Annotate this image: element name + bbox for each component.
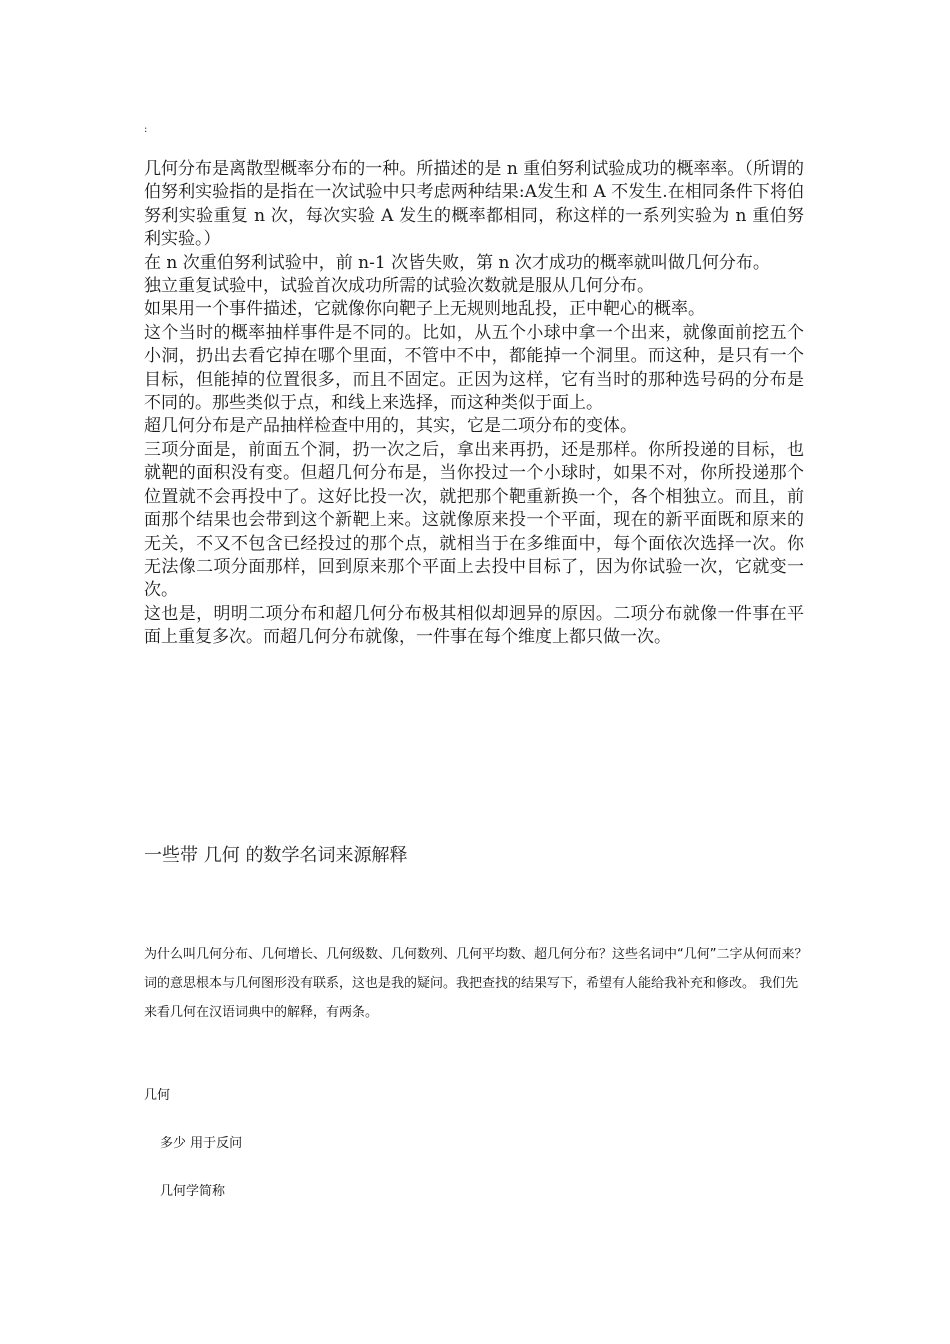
paragraph-hypergeometric: 超几何分布是产品抽样检查中用的，其实，它是二项分布的变体。 <box>144 416 637 437</box>
paragraph-definition: 几何分布是离散型概率分布的一种。所描述的是 n 重伯努利试验成功的概率率。（所谓的伯努利实验指的是指在一次试验中只考虑两种结果:A发生和 A 不发生.在相同条件下将伯努利实验重复 n 次，每次实验 A 发生的概率都相同，称这样的一系列实验为 n 重伯努利实验。） <box>144 159 804 250</box>
section-heading: 一些带 几何 的数学名词来源解释 <box>144 845 408 866</box>
dictionary-term: 几何 <box>144 1088 171 1103</box>
paragraph-target-analogy: 如果用一个事件描述，它就像你向靶子上无规则地乱投，正中靶心的概率。 <box>144 299 705 320</box>
intro-text: 为什么叫几何分布、几何增长、几何级数、几何数列、几何平均数、超几何分布？这些名词中“几何”二字从何而来？词的意思根本与几何图形没有联系，这也是我的疑问。我把查找的结果写下，希望有人能给我补充和修改。 我们先来看几何在汉语词典中的解释，有两条。 <box>144 947 808 1020</box>
article-body <box>144 158 804 650</box>
paragraph-conclusion: 这也是，明明二项分布和超几何分布极其相似却迥异的原因。二项分布就像一件事在平面上重复多次。而超几何分布就像，一件事在每个维度上都只做一次。 <box>144 603 804 648</box>
stray-mark: : <box>144 124 148 135</box>
paragraph-sampling-comparison: 这个当时的概率抽样事件是不同的。比如，从五个小球中拿一个出来，就像面前挖五个小洞，扔出去看它掉在哪个里面，不管中不中，都能掉一个洞里。而这种，是只有一个目标，但能掉的位置很多，而且不固定。正因为这样，它有当时的那种选号码的分布是不同的。那些类似于点，和线上来选择，而这种类似于面上。 <box>144 322 804 414</box>
paragraph-geometric-definition: 在 n 次重伯努利试验中，前 n-1 次皆失败，第 n 次才成功的概率就叫做几何分布。 <box>144 252 770 273</box>
paragraph-independent-trials: 独立重复试验中，试验首次成功所需的试验次数就是服从几何分布。 <box>144 276 654 297</box>
paragraph-trinomial: 三项分面是，前面五个洞，扔一次之后，拿出来再扔，还是那样。你所投递的目标，也就靶的面积没有变。但超几何分布是，当你投过一个小球时，如果不对，你所投递那个位置就不会再投中了。这好比投一次，就把那个靶重新换一个，各个相独立。而且，前面那个结果也会带到这个新靶上来。这就像原来投一个平面，现在的新平面既和原来的无关，不又不包含已经投过的那个点，就相当于在多维面中，每个面依次选择一次。你无法像二项分面那样，回到原来那个平面上去投中目标了，因为你试验一次，它就变一次。 <box>144 439 804 601</box>
intro-paragraph <box>144 940 810 1027</box>
definition-item: 多少 用于反问 <box>160 1136 243 1151</box>
definition-item: 几何学简称 <box>160 1184 226 1199</box>
